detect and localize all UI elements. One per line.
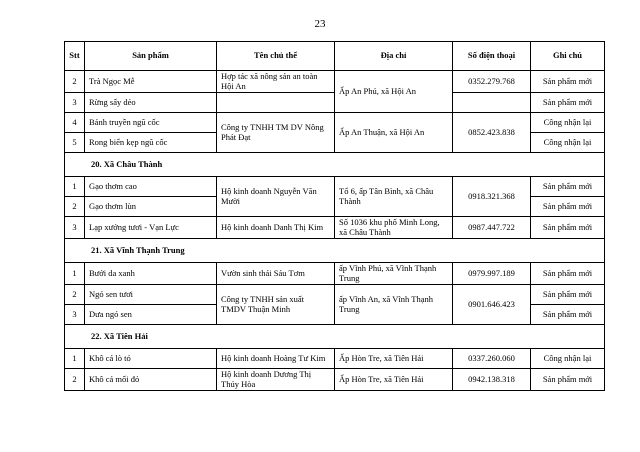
cell-product: Bưởi da xanh bbox=[85, 263, 217, 285]
section-title: 20. Xã Châu Thành bbox=[65, 153, 605, 177]
table-row bbox=[65, 263, 605, 285]
cell-note: Sản phẩm mới bbox=[531, 305, 605, 325]
cell-stt: 4 bbox=[65, 113, 85, 133]
cell-note: Sản phẩm mới bbox=[531, 285, 605, 305]
cell-stt: 5 bbox=[65, 133, 85, 153]
cell-phone: 0352.279.768 bbox=[453, 71, 531, 93]
cell-product: Trà Ngọc Mễ bbox=[85, 71, 217, 93]
cell-owner: Hộ kinh doanh Nguyễn Văn Mười bbox=[217, 177, 335, 217]
cell-address: Ấp Hòn Tre, xã Tiên Hải bbox=[335, 369, 453, 391]
cell-owner bbox=[217, 93, 335, 113]
cell-product: Rừng sấy dẻo bbox=[85, 93, 217, 113]
header-note: Ghi chú bbox=[531, 42, 605, 71]
cell-owner: Công ty TNHH TM DV Nông Phát Đạt bbox=[217, 113, 335, 153]
cell-note: Công nhận lại bbox=[531, 133, 605, 153]
cell-address: Số 1036 khu phố Minh Long, xã Châu Thành bbox=[335, 217, 453, 239]
cell-stt: 1 bbox=[65, 263, 85, 285]
table-row bbox=[65, 113, 605, 133]
product-table bbox=[64, 41, 605, 391]
header-stt: Stt bbox=[65, 42, 85, 71]
header-phone: Số điện thoại bbox=[453, 42, 531, 71]
cell-note: Sản phẩm mới bbox=[531, 263, 605, 285]
cell-phone: 0901.646.423 bbox=[453, 285, 531, 325]
table-row bbox=[65, 71, 605, 93]
cell-phone: 0942.138.318 bbox=[453, 369, 531, 391]
cell-note: Sản phẩm mới bbox=[531, 217, 605, 239]
cell-stt: 2 bbox=[65, 285, 85, 305]
cell-note: Sản phẩm mới bbox=[531, 197, 605, 217]
cell-phone: 0337.260.060 bbox=[453, 349, 531, 369]
cell-phone: 0852.423.838 bbox=[453, 113, 531, 153]
table-header-row bbox=[65, 42, 605, 71]
cell-note: Sản phẩm mới bbox=[531, 177, 605, 197]
cell-note: Công nhận lại bbox=[531, 113, 605, 133]
header-product: Sản phẩm bbox=[85, 42, 217, 71]
page-number: 23 bbox=[314, 18, 326, 30]
cell-phone: 0918.321.368 bbox=[453, 177, 531, 217]
cell-note: Sản phẩm mới bbox=[531, 369, 605, 391]
cell-stt: 1 bbox=[65, 177, 85, 197]
header-owner: Tên chủ thể bbox=[217, 42, 335, 71]
cell-owner: Hộ kinh doanh Danh Thị Kim bbox=[217, 217, 335, 239]
section-title: 21. Xã Vĩnh Thạnh Trung bbox=[65, 239, 605, 263]
cell-product: Ngó sen tươi bbox=[85, 285, 217, 305]
table-row bbox=[65, 349, 605, 369]
cell-stt: 2 bbox=[65, 369, 85, 391]
cell-product: Gạo thơm lùn bbox=[85, 197, 217, 217]
cell-owner: Vườn sinh thái Sáu Tơm bbox=[217, 263, 335, 285]
cell-product: Khô cá lò tó bbox=[85, 349, 217, 369]
cell-stt: 3 bbox=[65, 305, 85, 325]
cell-address: Ấp An Thuận, xã Hội An bbox=[335, 113, 453, 153]
cell-stt: 2 bbox=[65, 197, 85, 217]
cell-product: Rong biển kẹp ngũ cốc bbox=[85, 133, 217, 153]
cell-address: Tổ 6, ấp Tân Bình, xã Châu Thành bbox=[335, 177, 453, 217]
table-row bbox=[65, 369, 605, 391]
cell-address: Ấp Hòn Tre, xã Tiên Hải bbox=[335, 349, 453, 369]
cell-owner: Hộ kinh doanh Dương Thị Thúy Hòa bbox=[217, 369, 335, 391]
cell-address: Ấp An Phú, xã Hội An bbox=[335, 71, 453, 113]
cell-phone: 0987.447.722 bbox=[453, 217, 531, 239]
cell-phone bbox=[453, 93, 531, 113]
cell-owner: Hộ kinh doanh Hoàng Tư Kim bbox=[217, 349, 335, 369]
section-row bbox=[65, 325, 605, 349]
table-row bbox=[65, 217, 605, 239]
cell-note: Sản phẩm mới bbox=[531, 93, 605, 113]
cell-stt: 1 bbox=[65, 349, 85, 369]
cell-owner: Hợp tác xã nông sản an toàn Hội An bbox=[217, 71, 335, 93]
section-row bbox=[65, 153, 605, 177]
cell-stt: 3 bbox=[65, 217, 85, 239]
section-row bbox=[65, 239, 605, 263]
cell-product: Lạp xưởng tươi - Vạn Lực bbox=[85, 217, 217, 239]
cell-product: Dưa ngó sen bbox=[85, 305, 217, 325]
table-row bbox=[65, 177, 605, 197]
cell-product: Khô cá mối đỏ bbox=[85, 369, 217, 391]
cell-product: Bánh truyền ngũ cốc bbox=[85, 113, 217, 133]
section-title: 22. Xã Tiên Hải bbox=[65, 325, 605, 349]
table-row bbox=[65, 285, 605, 305]
cell-product: Gạo thơm cao bbox=[85, 177, 217, 197]
cell-owner: Công ty TNHH sản xuất TMDV Thuận Minh bbox=[217, 285, 335, 325]
cell-note: Sản phẩm mới bbox=[531, 71, 605, 93]
header-address: Địa chỉ bbox=[335, 42, 453, 71]
cell-address: ấp Vĩnh An, xã Vĩnh Thạnh Trung bbox=[335, 285, 453, 325]
cell-address: ấp Vĩnh Phú, xã Vĩnh Thạnh Trung bbox=[335, 263, 453, 285]
cell-note: Công nhận lại bbox=[531, 349, 605, 369]
cell-stt: 3 bbox=[65, 93, 85, 113]
cell-phone: 0979.997.189 bbox=[453, 263, 531, 285]
cell-stt: 2 bbox=[65, 71, 85, 93]
